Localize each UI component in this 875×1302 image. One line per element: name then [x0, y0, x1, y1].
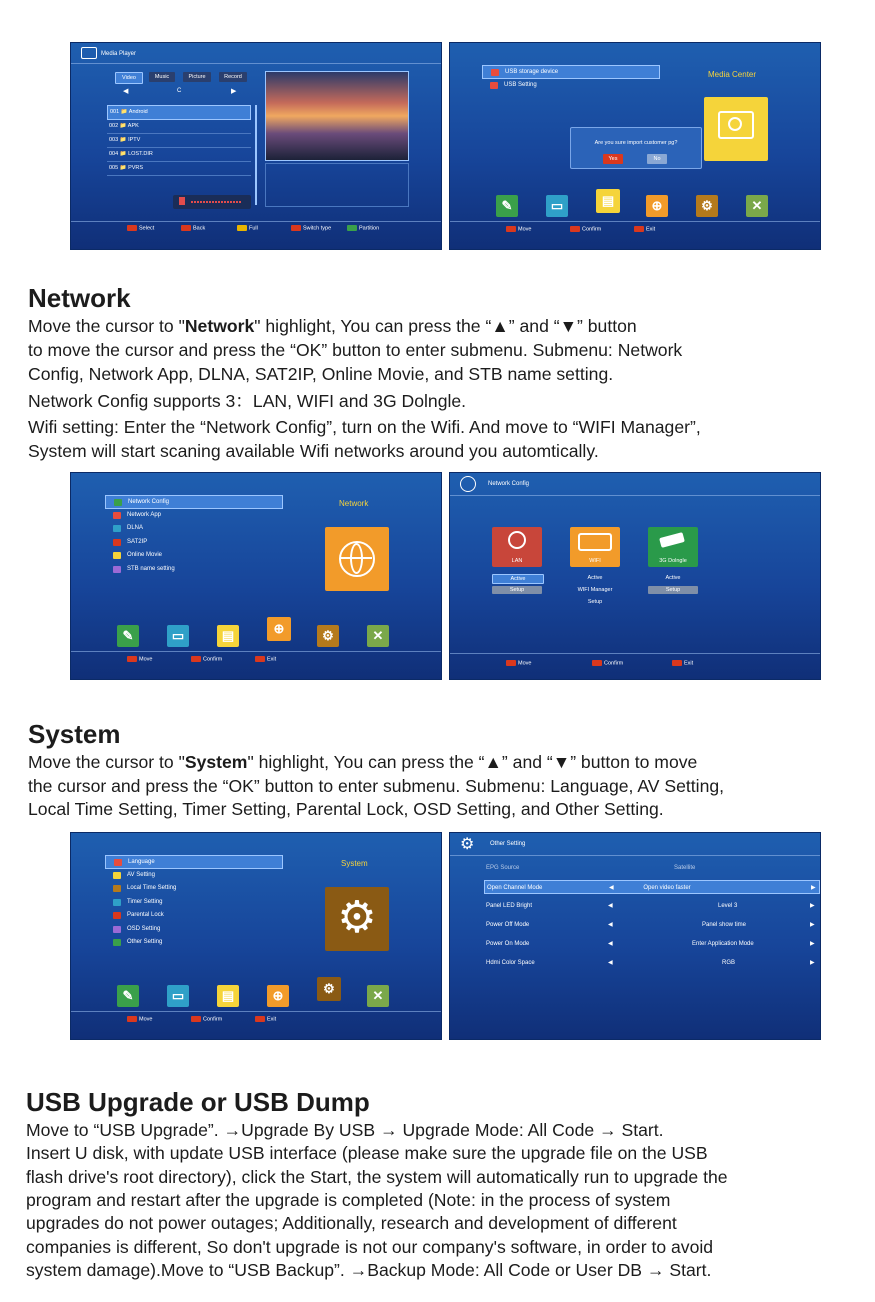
- menu-item-usb-setting[interactable]: USB Setting: [482, 79, 660, 93]
- wifi-icon: [578, 533, 612, 551]
- paragraph-line: Insert U disk, with update USB interface (please make sure the upgrade file on the USB: [26, 1143, 708, 1163]
- scrollbar[interactable]: [255, 105, 257, 205]
- usb-icon: [491, 69, 499, 76]
- globe-icon: [339, 541, 375, 577]
- card-wifi[interactable]: WIFI: [570, 527, 620, 567]
- system-gear-icon[interactable]: ⚙: [696, 195, 718, 217]
- setting-row[interactable]: Power Off Mode ◀ Panel show time ▶: [484, 918, 820, 932]
- menu-item-local-time[interactable]: Local Time Setting: [105, 882, 283, 896]
- system-gear-icon[interactable]: ⚙: [317, 625, 339, 647]
- paragraph-line: Move to “USB Upgrade”. →Upgrade By USB → Upgrade Mode: All Code → Start.: [26, 1120, 664, 1140]
- media-icon[interactable]: ▤: [217, 985, 239, 1007]
- card-3g-dongle[interactable]: 3G Dolngle: [648, 527, 698, 567]
- dialog-message: Are you sure import customer pg?: [594, 140, 678, 146]
- volume-level: [191, 201, 241, 203]
- network-icon[interactable]: ⊕: [646, 195, 668, 217]
- info-key-icon: [291, 225, 301, 231]
- preview-thumbnail: [265, 71, 409, 161]
- network-icon[interactable]: ⊕: [267, 617, 291, 641]
- tab-music[interactable]: Music: [149, 72, 175, 82]
- system-menu-screenshot: [70, 832, 442, 1040]
- network-tile: [325, 527, 389, 591]
- footer-exit: Exit: [267, 656, 277, 663]
- system-tile: [325, 887, 389, 951]
- paragraph-line: Move the cursor to "Network" highlight, You can press the “▲” and “▼” button: [28, 316, 637, 336]
- network-config-screenshot: [449, 472, 821, 680]
- menu-item-online-movie[interactable]: Online Movie: [105, 549, 283, 563]
- paragraph-line: Network Config supports 3：LAN, WIFI and 3G Dolngle.: [28, 391, 467, 411]
- confirm-dialog: [570, 127, 702, 169]
- setting-row: EPG Source Satellite: [486, 865, 696, 871]
- usb-icon: [490, 82, 498, 89]
- paragraph-line: Config, Network App, DLNA, SAT2IP, Online Movie, and STB name setting.: [28, 364, 614, 384]
- right-arrow-icon: ▶: [811, 885, 816, 891]
- satellite-icon[interactable]: ✎: [117, 985, 139, 1007]
- footer-back: Back: [193, 225, 206, 232]
- media-icon[interactable]: ▤: [596, 189, 620, 213]
- menu-item-network-app[interactable]: Network App: [105, 509, 283, 523]
- media-center-tile: [704, 97, 768, 161]
- menu-item-usb-storage[interactable]: USB storage device: [482, 65, 660, 79]
- footer-confirm: Confirm: [203, 1016, 223, 1023]
- footer-move: Move: [518, 226, 532, 233]
- media-icon[interactable]: ▤: [217, 625, 239, 647]
- setting-row[interactable]: Open Channel Mode ◀ Open video faster ▶: [484, 880, 820, 894]
- tab-picture[interactable]: Picture: [183, 72, 211, 82]
- dialog-no-button[interactable]: No: [647, 154, 667, 164]
- volume-bar[interactable]: [173, 195, 251, 209]
- satellite-icon[interactable]: ✎: [496, 195, 518, 217]
- globe-icon: [460, 476, 476, 492]
- menu-item-network-config[interactable]: Network Config: [105, 495, 283, 509]
- tv-icon[interactable]: ▭: [167, 625, 189, 647]
- folder-right-arrow-icon[interactable]: ▶: [231, 88, 237, 95]
- menu-item-av-setting[interactable]: AV Setting: [105, 869, 283, 883]
- footer-partition: Partition: [359, 225, 380, 232]
- paragraph-line: Local Time Setting, Timer Setting, Parental Lock, OSD Setting, and Other Setting.: [28, 799, 664, 819]
- footer-exit: Exit: [684, 660, 694, 667]
- list-item[interactable]: 003 📁 IPTV: [107, 134, 251, 148]
- media-center-screenshot: [449, 42, 821, 250]
- satellite-icon[interactable]: ✎: [117, 625, 139, 647]
- back-key-icon: [181, 225, 191, 231]
- section-heading-network: Network: [28, 283, 131, 313]
- paragraph-line: system damage).Move to “USB Backup”. →Backup Mode: All Code or User DB → Start.: [26, 1260, 712, 1280]
- section-heading-usb: USB Upgrade or USB Dump: [26, 1087, 370, 1117]
- setting-row[interactable]: Hdmi Color Space ◀ RGB ▶: [484, 956, 820, 970]
- footer-move: Move: [139, 1016, 153, 1023]
- menu-item-stb-name[interactable]: STB name setting: [105, 563, 283, 577]
- left-arrow-icon: ◀: [608, 903, 613, 909]
- footer-confirm: Confirm: [604, 660, 624, 667]
- menu-key-icon: [634, 226, 644, 232]
- screen-title: System: [341, 859, 368, 868]
- footer-move: Move: [139, 656, 153, 663]
- dongle-setup-button[interactable]: Setup: [648, 586, 698, 594]
- dialog-yes-button[interactable]: Yes: [603, 154, 623, 164]
- play-icon: [718, 111, 754, 139]
- lan-setup-button[interactable]: Setup: [492, 586, 542, 594]
- lan-icon: [508, 531, 526, 549]
- media-player-icon: [81, 47, 97, 59]
- paragraph-line: companies is different, So don't upgrade is not our company's software, in order to avoid: [26, 1237, 714, 1257]
- paragraph-line: the cursor and press the “OK” button to enter submenu. Submenu: Language, AV Setting,: [28, 776, 725, 796]
- tools-icon[interactable]: ✕: [746, 195, 768, 217]
- right-arrow-icon: ▶: [810, 960, 815, 966]
- card-lan[interactable]: LAN: [492, 527, 542, 567]
- gear-icon: ⚙: [460, 836, 475, 853]
- paragraph-line: flash drive's root directory), click the Start, the system will automatically run to upgrade the: [26, 1167, 728, 1187]
- tab-record[interactable]: Record: [219, 72, 247, 82]
- list-item[interactable]: 002 📁 APK: [107, 120, 251, 134]
- network-menu-screenshot: [70, 472, 442, 680]
- menu-item-dlna[interactable]: DLNA: [105, 522, 283, 536]
- setting-row[interactable]: Panel LED Bright ◀ Level 3 ▶: [484, 899, 820, 913]
- footer-switch-type: Switch type: [303, 225, 332, 232]
- screen-title: Network Config: [488, 481, 530, 487]
- right-arrow-icon: ▶: [810, 903, 815, 909]
- green-key-icon: [347, 225, 357, 231]
- paragraph-line: to move the cursor and press the “OK” button to enter submenu. Submenu: Network: [28, 340, 683, 360]
- menu-item-language[interactable]: Language: [105, 855, 283, 869]
- screen-title: Network: [339, 499, 369, 508]
- wifi-setup-button[interactable]: Setup: [587, 599, 603, 605]
- setting-row[interactable]: Power On Mode ◀ Enter Application Mode ▶: [484, 937, 820, 951]
- menu-item-parental-lock[interactable]: Parental Lock: [105, 909, 283, 923]
- lan-active-button[interactable]: Active: [492, 574, 544, 584]
- screen-title: Media Center: [708, 70, 757, 79]
- menu-item-sat2ip[interactable]: SAT2IP: [105, 536, 283, 550]
- dongle-icon: [659, 532, 685, 548]
- footer-select: Select: [139, 225, 155, 232]
- paragraph-line: upgrades do not power outages; Additionally, research and development of different: [26, 1213, 677, 1233]
- dongle-active-button[interactable]: Active: [665, 575, 681, 581]
- screen-title: Media Player: [101, 51, 137, 57]
- list-item[interactable]: 004 📁 LOST.DIR: [107, 148, 251, 162]
- ok-key-icon: [570, 226, 580, 232]
- footer-full: Full: [249, 225, 258, 232]
- network-icon[interactable]: ⊕: [267, 985, 289, 1007]
- media-player-screenshot: [70, 42, 442, 250]
- gear-icon: ⚙: [337, 893, 377, 942]
- footer-confirm: Confirm: [582, 226, 602, 233]
- system-gear-icon[interactable]: ⚙: [317, 977, 341, 1001]
- footer-exit: Exit: [267, 1016, 277, 1023]
- wifi-manager-button[interactable]: WIFI Manager: [577, 587, 613, 593]
- list-item[interactable]: 005 📁 PVRS: [107, 162, 251, 176]
- list-item[interactable]: 001 📁 Android: [107, 105, 251, 120]
- preview-info-box: [265, 163, 409, 207]
- left-arrow-icon: ◀: [608, 922, 613, 928]
- menu-item-timer[interactable]: Timer Setting: [105, 896, 283, 910]
- screen-title: Other Setting: [490, 841, 526, 847]
- paragraph-line: Wifi setting: Enter the “Network Config”, turn on the Wifi. And move to “WIFI Manager”,: [28, 417, 701, 437]
- right-arrow-icon: ▶: [810, 941, 815, 947]
- paragraph-line: Move the cursor to "System" highlight, You can press the “▲” and “▼” button to move: [28, 752, 698, 772]
- folder-name: C: [177, 88, 182, 94]
- footer-exit: Exit: [646, 226, 656, 233]
- tools-icon[interactable]: ✕: [367, 985, 389, 1007]
- menu-item-other-setting[interactable]: Other Setting: [105, 936, 283, 950]
- other-setting-screenshot: [449, 832, 821, 1040]
- tv-icon[interactable]: ▭: [546, 195, 568, 217]
- menu-item-osd[interactable]: OSD Setting: [105, 923, 283, 937]
- folder-left-arrow-icon[interactable]: ◀: [123, 88, 129, 95]
- move-key-icon: [506, 226, 516, 232]
- yellow-key-icon: [237, 225, 247, 231]
- paragraph-line: System will start scaning available Wifi networks around you automtically.: [28, 441, 599, 461]
- tools-icon[interactable]: ✕: [367, 625, 389, 647]
- footer-move: Move: [518, 660, 532, 667]
- ok-key-icon: [127, 225, 137, 231]
- wifi-active-button[interactable]: Active: [587, 575, 603, 581]
- file-list: [107, 105, 251, 176]
- footer-confirm: Confirm: [203, 656, 223, 663]
- left-arrow-icon: ◀: [609, 885, 614, 891]
- paragraph-line: program and restart after the upgrade is completed (Note: in the process of system: [26, 1190, 671, 1210]
- section-heading-system: System: [28, 719, 121, 749]
- right-arrow-icon: ▶: [810, 922, 815, 928]
- left-arrow-icon: ◀: [608, 960, 613, 966]
- left-arrow-icon: ◀: [608, 941, 613, 947]
- speaker-icon: [179, 197, 185, 205]
- tv-icon[interactable]: ▭: [167, 985, 189, 1007]
- tab-video[interactable]: Video: [115, 72, 143, 84]
